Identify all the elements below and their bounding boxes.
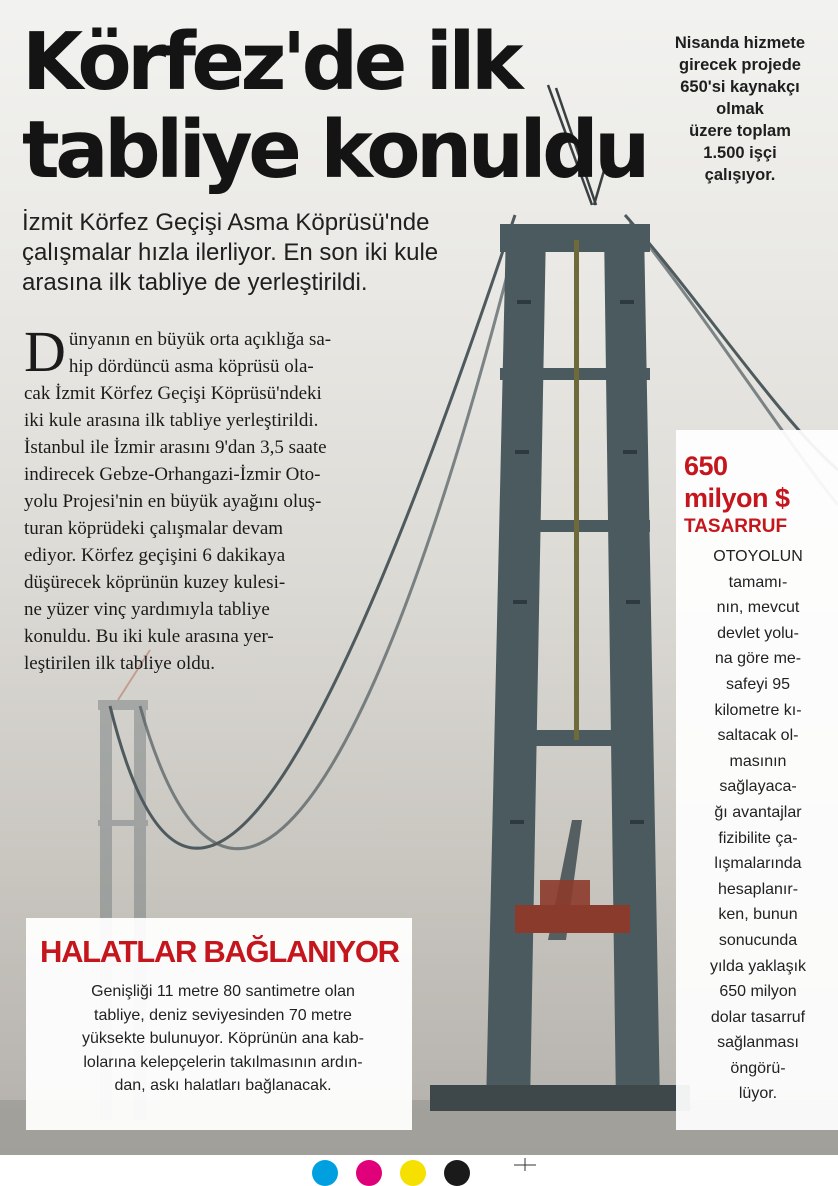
- box-line: Genişliği 11 metre 80 santimetre olan: [91, 983, 355, 1000]
- body-line: hip dördüncü asma köprüsü ola-: [68, 356, 314, 377]
- body-line: ünyanın en büyük orta açıklığa sa-: [68, 329, 332, 350]
- sidebar-line: kilometre kı-: [714, 701, 802, 719]
- sidebar-line: öngörü-: [730, 1059, 786, 1077]
- callout-line: girecek projede: [679, 56, 801, 74]
- body-line: ne yüzer vinç yardımıyla tabliye: [24, 599, 270, 620]
- savings-amount: [684, 450, 790, 514]
- callout-line: Nisanda hizmete: [674, 34, 806, 52]
- body-line: İstanbul ile İzmir arasını 9'dan 3,5 saate: [24, 437, 327, 458]
- sidebar-line: ğı avantajlar: [714, 803, 802, 821]
- sidebar-line: devlet yolu-: [717, 624, 799, 642]
- body-line: turan köprüdeki çalışmalar devam: [24, 518, 284, 539]
- box-line: lolarına kelepçelerin takılmasının ardın-: [83, 1053, 363, 1071]
- sidebar-line: fizibilite ça-: [718, 829, 798, 847]
- registration-mark-cyan: [312, 1160, 338, 1186]
- sidebar-line: yılda yaklaşık: [709, 957, 807, 975]
- hanger-line: [574, 240, 579, 740]
- box-line: tabliye, deniz seviyesinden 70 metre: [94, 1006, 352, 1024]
- savings-amount-line: 650: [684, 451, 728, 481]
- box-title: HALATLAR BAĞLANIYOR: [40, 934, 399, 969]
- callout-line: 650'si kaynakçı: [680, 78, 800, 96]
- article-body: [24, 319, 404, 677]
- box-text: [40, 980, 406, 1098]
- sidebar-line: hesaplanır-: [717, 880, 799, 898]
- sidebar-line: dolar tasarruf: [710, 1008, 806, 1026]
- savings-label: TASARRUF: [684, 516, 788, 537]
- sidebar-line: safeyi 95: [725, 675, 791, 693]
- savings-text: [680, 544, 836, 1107]
- drop-cap: D: [24, 319, 66, 384]
- sidebar-line: OTOYOLUN: [713, 548, 803, 565]
- sidebar-line: tamamı-: [728, 573, 788, 591]
- sidebar-line: sağlanması: [717, 1034, 799, 1052]
- main-tower: [486, 224, 660, 1105]
- sidebar-line: 650 milyon: [719, 983, 797, 1001]
- body-line: indirecek Gebze-Orhangazi-İzmir Oto-: [24, 464, 321, 485]
- worker-callout: [650, 32, 830, 186]
- body-line: leştirilen ilk tabliye oldu.: [24, 653, 216, 674]
- crosshair-icon: [510, 1158, 540, 1171]
- body-line: düşürecek köprünün kuzey kulesi-: [24, 572, 286, 593]
- box-line: yüksekte bulunuyor. Köprünün ana kab-: [82, 1030, 364, 1047]
- callout-line: çalışıyor.: [704, 166, 776, 184]
- sidebar-line: lüyor.: [738, 1085, 778, 1103]
- savings-sidebar: [676, 430, 838, 1130]
- sidebar-line: sağlayaca-: [719, 778, 797, 796]
- callout-line: 1.500 işçi: [703, 144, 777, 162]
- subheadline: İzmit Körfez Geçişi Asma Köprüsü'nde çalışmalar hızla ilerliyor. En son iki kule arasına ilk tabliye de yerleştirildi.: [22, 209, 439, 296]
- sidebar-line: na göre me-: [714, 650, 802, 668]
- sidebar-line: masının: [729, 752, 787, 770]
- callout-line: olmak: [716, 100, 764, 118]
- sidebar-line: sonucunda: [718, 931, 798, 949]
- callout-line: üzere toplam: [689, 122, 791, 140]
- headline: [22, 16, 646, 196]
- registration-mark-magenta: [356, 1160, 382, 1186]
- headline-line: tabliye konuldu: [22, 104, 646, 196]
- body-line: yolu Projesi'nin en büyük ayağını oluş-: [24, 491, 322, 512]
- sidebar-line: ken, bunun: [718, 906, 798, 924]
- registration-mark-black: [444, 1160, 470, 1186]
- cables-box: [26, 918, 412, 1130]
- sidebar-line: nın, mevcut: [716, 599, 800, 617]
- body-line: iki kule arasına ilk tabliye yerleştirildi.: [24, 410, 319, 431]
- box-line: dan, askı halatları bağlanacak.: [114, 1077, 332, 1094]
- body-line: cak İzmit Körfez Geçişi Köprüsü'ndeki: [24, 383, 322, 404]
- headline-line: Körfez'de ilk: [22, 16, 520, 108]
- body-line: konuldu. Bu iki kule arasına yer-: [24, 626, 274, 647]
- registration-mark-yellow: [400, 1160, 426, 1186]
- body-line: ediyor. Körfez geçişini 6 dakikaya: [24, 545, 286, 566]
- sidebar-line: lışmalarında: [714, 855, 802, 873]
- savings-amount-line: milyon $: [684, 483, 790, 513]
- sidebar-line: saltacak ol-: [717, 727, 799, 745]
